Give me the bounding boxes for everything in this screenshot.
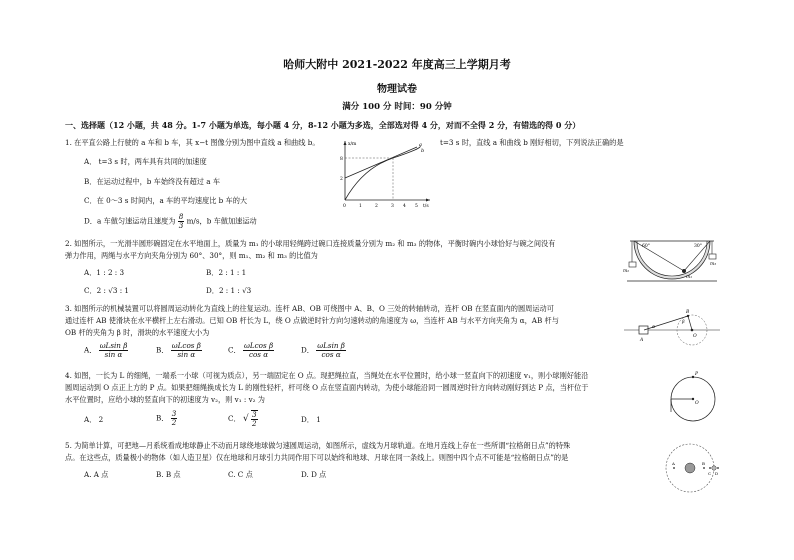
q3-line-2: 通过连杆 AB 使滑块在水平横杆上左右滑动。已知 OB 杆长为 L，绕 O 点做逆时针方向匀速转动的角速度为 ω，当连杆 AB 与水平方向夹角为 α，AB 杆与 [65, 316, 559, 325]
q3-slider [639, 326, 648, 334]
q3-option-b-num: ωLcos β [171, 341, 201, 350]
q4-option-b [156, 410, 177, 427]
q3-option-c-label: C． [228, 345, 241, 355]
q1-option-d [84, 213, 257, 230]
q1-option-d-den: 3 [178, 221, 184, 230]
q3-label-o: O [693, 334, 697, 339]
q1-x-tick-2: 2 [375, 204, 378, 208]
q4-option-b-num: 3 [171, 409, 177, 418]
q5-label-d: D [715, 471, 719, 476]
q2-block-m3 [709, 254, 716, 259]
q1-option-d-pre: D．a 车做匀速运动且速度为 [84, 216, 176, 226]
q1-x-axis-label: t/s [423, 204, 429, 208]
q4-circle-figure [668, 368, 718, 430]
section-heading: 一、选择题（12 小题，共 48 分。1-7 小题为单选，每小题 4 分，8-12 小题为多选，全部选对得 4 分，对而不全得 2 分，有错选的得 0 分） [65, 120, 581, 130]
q1-option-a: A． t=3 s 时，两车具有共同的加速度 [84, 157, 207, 166]
q3-option-b-fraction [171, 342, 202, 359]
q1-xt-graph [335, 138, 435, 208]
sqrt-icon: √ [242, 414, 249, 424]
q2-label-m2: m₂ [623, 269, 630, 274]
q4-label-o: O [695, 401, 699, 406]
q4-label-p: P [695, 372, 699, 377]
q3-option-d-num: ωLsin β [317, 341, 345, 350]
q3-label-beta: β [682, 320, 685, 325]
q1-line-a-label: a [419, 142, 422, 148]
q4-option-b-label: B． [156, 413, 169, 423]
q1-stem-b: t=3 s 时，直线 a 和曲线 b 刚好相切，下列说法正确的是 [440, 138, 624, 147]
q4-option-d: D． 1 [301, 415, 321, 424]
q4-option-c-num: 3 [252, 410, 257, 419]
q2-option-c: C．2 : √3 : 1 [84, 286, 129, 295]
q2-line-1: 2. 如图所示，一光滑半圆形碗固定在水平地面上，质量为 m₁ 的小球用轻绳跨过碗口连接质量分别为 m₂ 和 m₃ 的物体，平衡时碗内小球恰好与碗之间没有 [65, 239, 556, 248]
q3-option-a-den: sin α [104, 350, 123, 359]
q5-label-c: C [708, 471, 712, 476]
q4-option-c [228, 410, 258, 428]
q3-label-alpha: α [652, 325, 656, 330]
q4-line-2: 圆周运动到 O 点正上方的 P 点。如果把细绳换成长为 L 的刚性轻杆，杆可绕 O 点在竖直面内转动，为使小球能沿同一圆周逆时针方向转动刚好到达 P 点，当杆位于 [65, 383, 589, 392]
q3-option-a-label: A． [84, 345, 97, 355]
q2-option-b: B．2 : 1 : 1 [206, 268, 247, 277]
q5-option-d: D. D 点 [301, 470, 327, 479]
q1-x-tick-4: 4 [403, 204, 406, 208]
q4-line-1: 4. 如图，一长为 L 的细绳，一端系一小球（可视为质点），另一端固定在 O 点。现把绳拉直，当绳处在水平位置时，给小球一竖直向下的初速度 v₁，则小球刚好能沿 [65, 371, 589, 380]
q5-option-c: C. C 点 [228, 470, 253, 479]
q3-option-c-fraction [243, 342, 274, 359]
q3-option-c-num: ωLcos β [243, 341, 274, 350]
q1-option-d-fraction [178, 213, 185, 230]
q2-ball-m1 [682, 269, 686, 273]
q1-curve-b-label: b [421, 148, 425, 154]
q3-label-a: A [640, 338, 644, 343]
q5-option-a: A. A 点 [84, 470, 109, 479]
exam-title: 哈师大附中 2021-2022 年度高三上学期月考 [283, 58, 511, 71]
q3-option-d-fraction [316, 342, 346, 359]
q5-line-1: 5. 为简单计算，可把地—月系统看成地球静止不动而月球绕地球做匀速圆周运动，如图所示，虚线为月球轨道。在地月连线上存在一些所谓“拉格朗日点”的特殊 [65, 441, 571, 450]
q4-option-c-label: C． [228, 414, 241, 423]
q3-line-1: 3. 如图所示的机械装置可以将圆周运动转化为直线上的往复运动。连杆 AB、OB 可绕图中 A、B、O 三处的转轴转动，连杆 OB 在竖直面内的圆周运动可 [65, 304, 554, 313]
q2-bowl-figure [622, 238, 722, 288]
q2-angle-30: 30° [694, 244, 702, 249]
q2-line-2: 弹力作用，两绳与水平方向夹角分别为 60°、30°，则 m₁、m₂ 和 m₃ 的比值为 [65, 251, 318, 260]
q1-stem-a: 1. 在平直公路上行驶的 a 车和 b 车，其 x−t 图像分别为图中直线 a 和曲线 b。 [65, 138, 320, 147]
q1-option-d-num: 8 [178, 212, 184, 221]
q1-option-b: B．在运动过程中，b 车始终没有超过 a 车 [84, 177, 221, 186]
q3-option-a [84, 342, 128, 359]
q1-option-c: C．在 0～3 s 时间内，a 车的平均速度比 b 车的大 [84, 196, 248, 205]
q4-option-b-den: 2 [171, 418, 177, 427]
q1-x-tick-3: 3 [391, 204, 394, 208]
q5-earth-moon-figure [660, 438, 720, 498]
q3-mechanism-figure [622, 305, 722, 350]
q1-y-mark-2: 2 [340, 177, 343, 182]
q2-label-m1: m₁ [686, 275, 693, 280]
q5-label-a: A [672, 461, 675, 466]
q1-option-d-post: m/s，b 车做加速运动 [186, 216, 257, 226]
q1-x-ticks [343, 203, 418, 208]
q3-option-b-den: sin α [177, 350, 196, 359]
q4-line-3: 水平位置时，应给小球的竖直向下的初速度为 v₂，则 v₁ : v₂ 为 [65, 395, 265, 404]
exam-subtitle: 物理试卷 [377, 84, 417, 95]
q1-y-mark-8: 8 [340, 157, 343, 162]
q1-x-tick-0: 0 [343, 204, 346, 208]
q4-option-b-fraction [171, 410, 178, 427]
score-time-line: 满分 100 分 时间：90 分钟 [342, 102, 452, 112]
q5-earth [685, 463, 695, 473]
q2-label-m3: m₃ [710, 262, 717, 267]
q2-option-a: A．1 : 2 : 3 [84, 268, 125, 277]
q1-x-tick-1: 1 [359, 204, 362, 208]
q3-option-a-num: ωLsin β [99, 341, 128, 350]
q3-option-d-den: cos α [321, 350, 341, 359]
q3-option-c-den: cos α [248, 350, 269, 359]
q3-option-a-fraction [99, 342, 129, 359]
q5-line-2: 点。在这些点，质量极小的物体（如人造卫星）仅在地球和月球引力共同作用下可以始终和地球、月球在同一条线上。则图中四个点不可能是“拉格朗日点”的是 [65, 453, 569, 462]
q3-line-3: OB 杆的夹角为 β 时，滑块的水平速度大小为 [65, 328, 210, 337]
q3-option-b-label: B． [156, 345, 169, 355]
q1-line-a [345, 147, 417, 178]
q3-option-d-label: D． [301, 345, 314, 355]
q3-rod-ob [688, 316, 692, 330]
q2-option-d: D．2 : 1 : √3 [206, 286, 252, 295]
q3-label-b: B [686, 310, 690, 315]
q5-moon [712, 466, 716, 470]
q4-option-c-den: 2 [252, 419, 257, 428]
q1-y-axis-label: x/m [348, 142, 357, 147]
q4-option-c-fraction [251, 410, 258, 428]
q3-option-b [156, 342, 202, 359]
q2-angle-60: 60° [642, 244, 650, 249]
q5-option-b: B. B 点 [156, 470, 181, 479]
q3-option-d [301, 342, 346, 359]
q2-block-m2 [629, 262, 636, 267]
q4-option-a: A． 2 [84, 415, 104, 424]
q5-label-b: B [702, 461, 705, 466]
q3-option-c [228, 342, 274, 359]
q1-x-tick-5: 5 [415, 204, 418, 208]
